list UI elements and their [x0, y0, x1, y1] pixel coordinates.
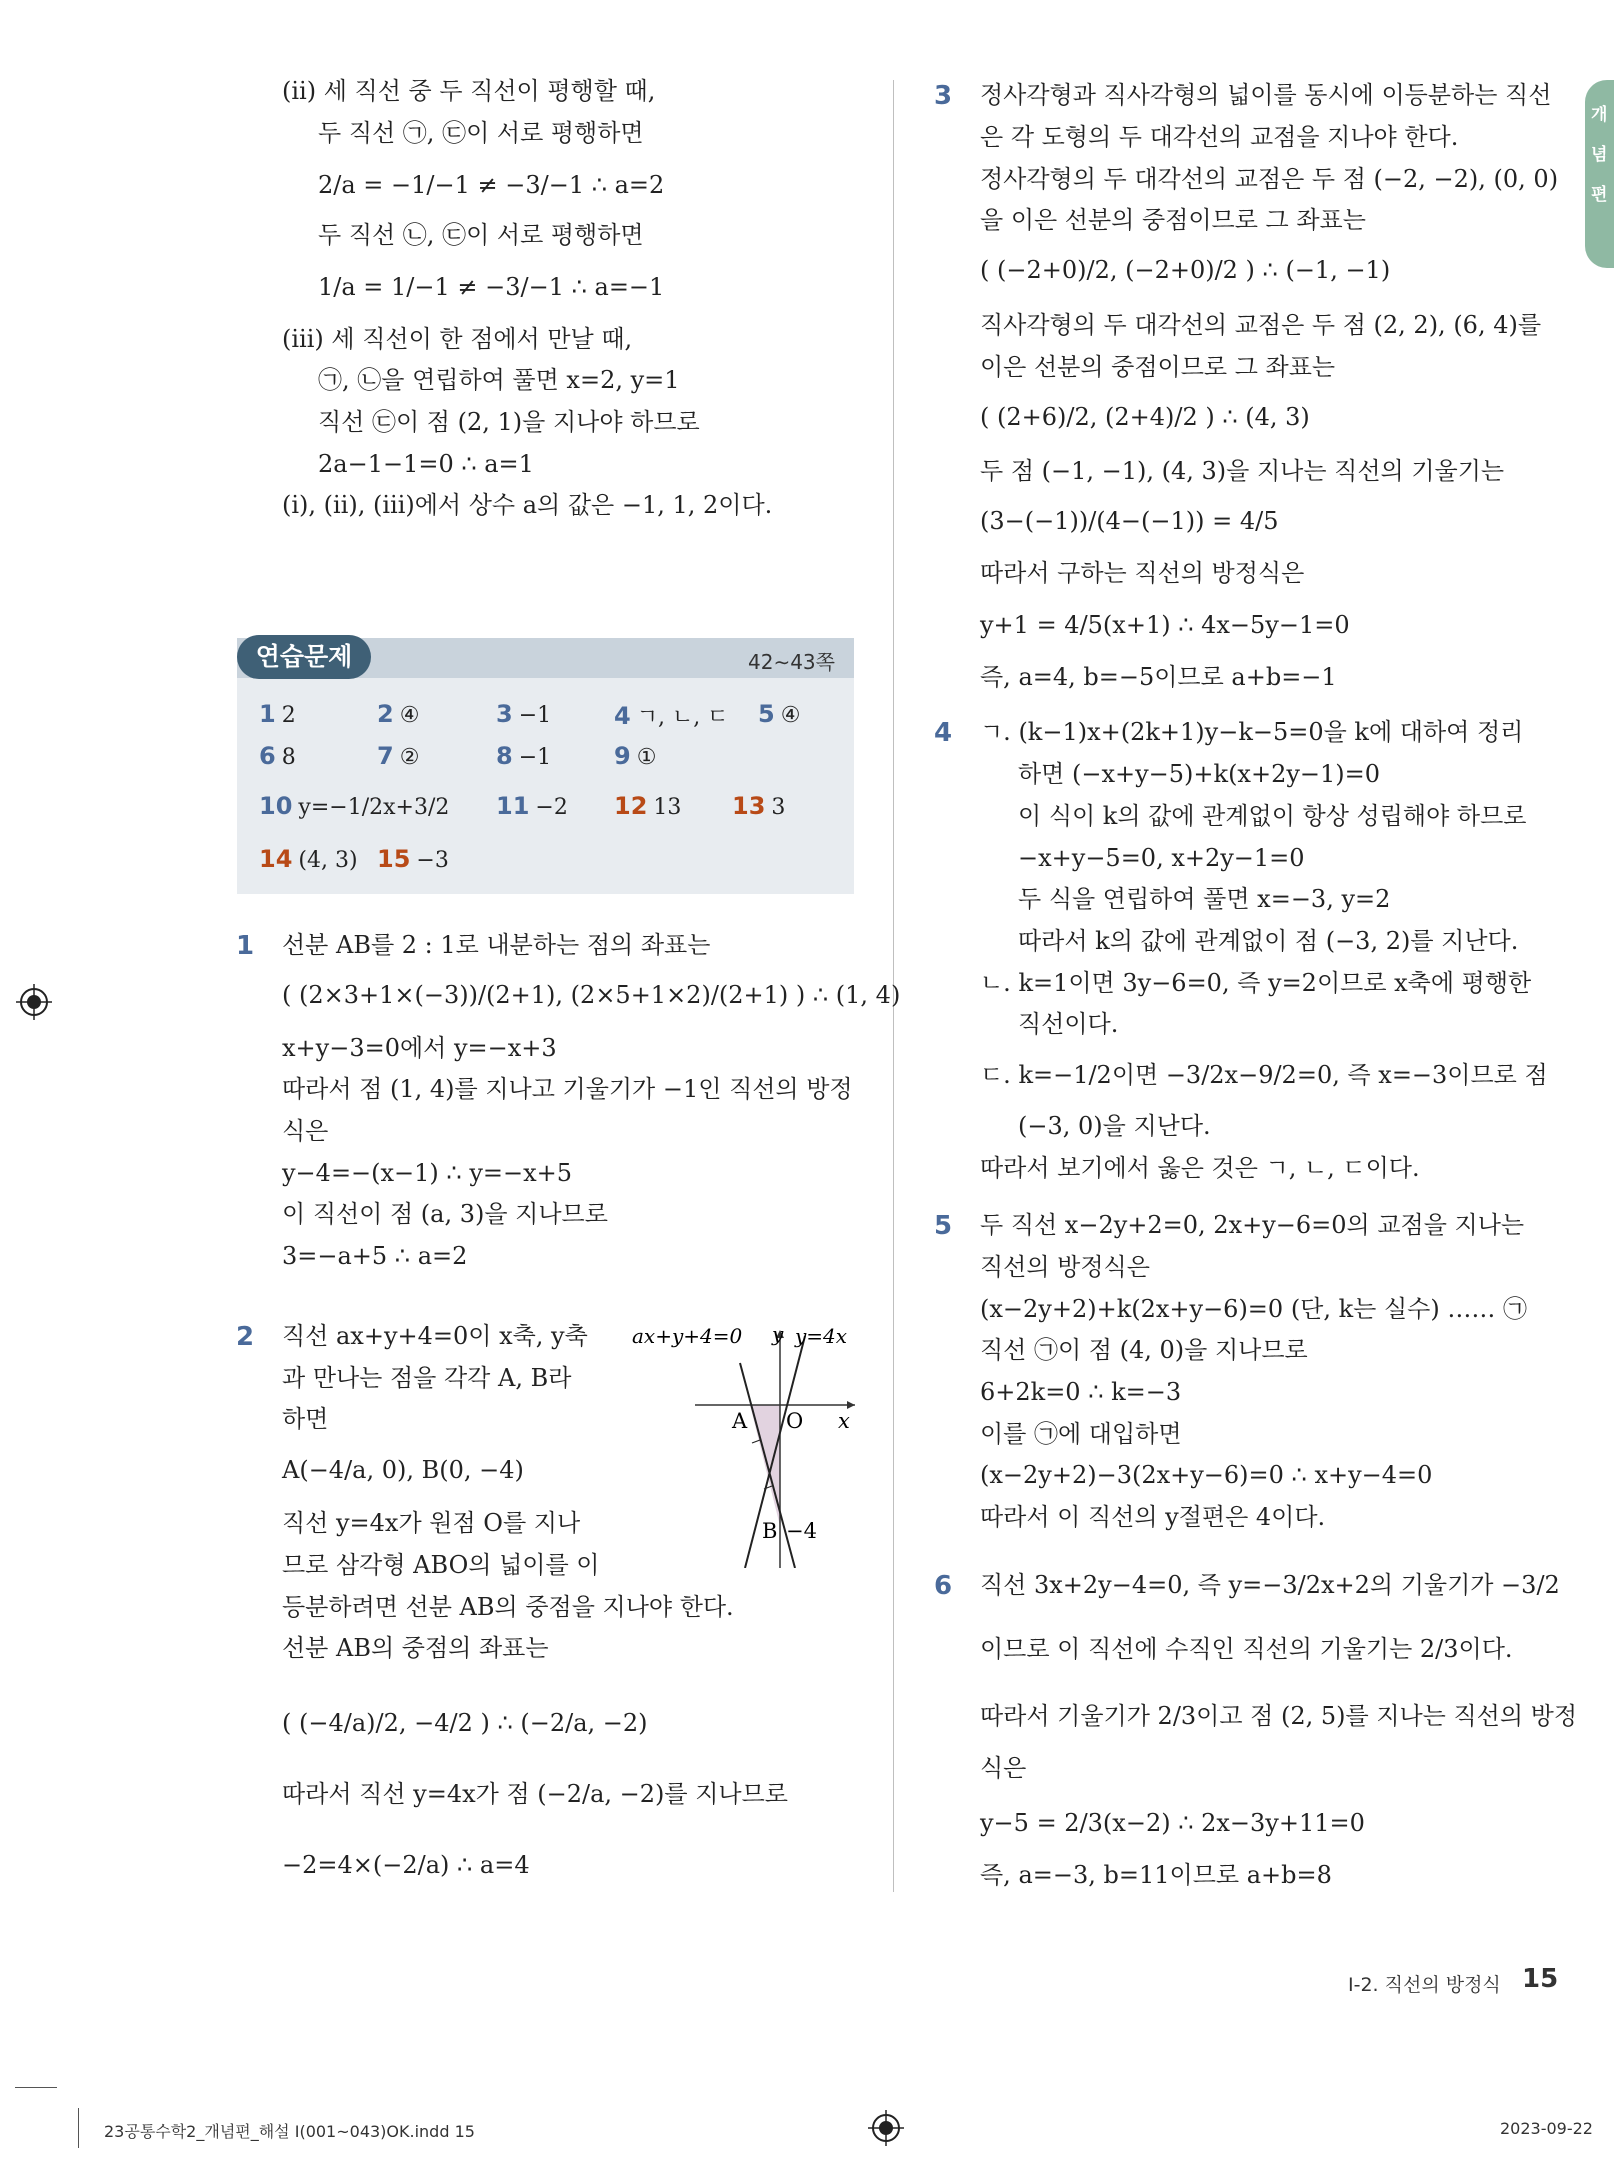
answer-value: 3 [771, 795, 786, 820]
text-line: 하면 [282, 1405, 329, 1433]
text-line: 두 직선 ㉠, ㉢이 서로 평행하면 [318, 119, 644, 147]
text-line: 따라서 점 (1, 4)를 지나고 기울기가 −1인 직선의 방정 [282, 1075, 853, 1103]
text-line: 따라서 기울기가 2/3이고 점 (2, 5)를 지나는 직선의 방정 [980, 1702, 1578, 1730]
text-line: ㉠, ㉡을 연립하여 풀면 x=2, y=1 [318, 366, 680, 394]
text-line: 므로 삼각형 ABO의 넓이를 이 [282, 1551, 600, 1579]
print-date: 2023-09-22 [1500, 2119, 1593, 2138]
answer-number: 13 [732, 792, 766, 820]
text-line: 따라서 구하는 직선의 방정식은 [980, 559, 1305, 587]
text-line: 선분 AB를 2 : 1로 내분하는 점의 좌표는 [282, 931, 711, 959]
answer-value: (4, 3) [298, 848, 358, 873]
math-line: ( (2+6)/2, (2+4)/2 ) ∴ (4, 3) [980, 403, 1310, 431]
figure-label: −4 [786, 1519, 817, 1543]
answer-item [259, 792, 449, 820]
coordinate-figure [625, 1318, 860, 1568]
answer-value: ㄱ, ㄴ, ㄷ [636, 705, 729, 730]
text-line: 정사각형의 두 대각선의 교점은 두 점 (−2, −2), (0, 0) [980, 165, 1559, 193]
math-line: y−5 = 2/3(x−2) ∴ 2x−3y+11=0 [980, 1809, 1365, 1837]
problem-number: 4 [934, 718, 953, 748]
answer-number: 6 [259, 742, 276, 770]
answer-item [614, 742, 656, 770]
answer-item [614, 792, 681, 820]
answer-item [614, 700, 728, 731]
answer-number: 1 [259, 700, 276, 728]
text-line: 직선 ㉢이 점 (2, 1)을 지나야 하므로 [318, 408, 700, 436]
math-line: 즉, a=−3, b=11이므로 a+b=8 [980, 1861, 1332, 1889]
text-line: 직선이다. [1018, 1010, 1119, 1038]
answer-number: 5 [758, 700, 775, 728]
math-line: ( (2×3+1×(−3))/(2+1), (2×5+1×2)/(2+1) ) ∴ (1, 4) [282, 981, 901, 1009]
problem-number: 6 [934, 1571, 953, 1601]
figure-label: x [838, 1409, 850, 1433]
problem-number: 3 [934, 81, 953, 111]
answer-value: −3 [416, 848, 449, 873]
text-line: (ⅰ), (ⅱ), (ⅲ)에서 상수 a의 값은 −1, 1, 2이다. [282, 491, 773, 519]
answer-number: 9 [614, 742, 631, 770]
text-line: ㄱ. (k−1)x+(2k+1)y−k−5=0을 k에 대하여 정리 [980, 718, 1524, 746]
answer-number: 12 [614, 792, 648, 820]
crop-mark [15, 2087, 57, 2088]
file-info: 23공통수학2_개념편_해설 Ⅰ(001~043)OK.indd 15 [104, 2122, 475, 2141]
problem-number: 5 [934, 1211, 953, 1241]
figure-label: ax+y+4=0 [632, 1324, 743, 1348]
figure-label: B [762, 1519, 778, 1543]
problem-number: 2 [236, 1322, 255, 1352]
text-line: 두 직선 x−2y+2=0, 2x+y−6=0의 교점을 지나는 [980, 1211, 1525, 1239]
math-line: ( (−2+0)/2, (−2+0)/2 ) ∴ (−1, −1) [980, 256, 1391, 284]
text-line: (−3, 0)을 지난다. [1018, 1112, 1211, 1140]
answer-item [377, 700, 419, 728]
figure-label: y [772, 1322, 784, 1346]
answer-item [377, 742, 419, 770]
text-line: 은 각 도형의 두 대각선의 교점을 지나야 한다. [980, 123, 1459, 151]
math-line: (x−2y+2)−3(2x+y−6)=0 ∴ x+y−4=0 [980, 1461, 1433, 1489]
text-line: 식은 [980, 1754, 1027, 1782]
math-line: −2=4×(−2/a) ∴ a=4 [282, 1851, 530, 1879]
answer-number: 3 [496, 700, 513, 728]
text-line: 따라서 k의 값에 관계없이 점 (−3, 2)를 지난다. [1018, 927, 1519, 955]
answer-value: ② [399, 745, 420, 770]
text-line: 과 만나는 점을 각각 A, B라 [282, 1364, 572, 1392]
math-line: 6+2k=0 ∴ k=−3 [980, 1378, 1182, 1406]
answer-value: 2 [281, 703, 296, 728]
answer-item [758, 700, 800, 728]
text-line: 이 식이 k의 값에 관계없이 항상 성립해야 하므로 [1018, 802, 1527, 830]
answer-item [496, 792, 568, 820]
text-line: 선분 AB의 중점의 좌표는 [282, 1634, 549, 1662]
text-line: 이은 선분의 중점이므로 그 좌표는 [980, 353, 1336, 381]
answer-box-title: 연습문제 [237, 635, 371, 679]
chapter-label: Ⅰ-2. 직선의 방정식 [1348, 1974, 1501, 1996]
math-line: A(−4/a, 0), B(0, −4) [282, 1456, 524, 1484]
answer-value: −1 [518, 703, 552, 728]
answer-item [496, 742, 551, 770]
text-line: 직선의 방정식은 [980, 1253, 1150, 1281]
answer-value: y=−1/2x+3/2 [298, 795, 450, 820]
text-line: 직선 y=4x가 원점 O를 지나 [282, 1509, 581, 1537]
figure-label: y=4x [795, 1324, 848, 1348]
text-line: 따라서 직선 y=4x가 점 (−2/a, −2)를 지나므로 [282, 1780, 788, 1808]
answer-number: 11 [496, 792, 530, 820]
text-line: 두 식을 연립하여 풀면 x=−3, y=2 [1018, 885, 1391, 913]
answer-number: 2 [377, 700, 394, 728]
crop-mark [78, 2108, 79, 2148]
text-line: 직선 ㉠이 점 (4, 0)을 지나므로 [980, 1336, 1308, 1364]
math-line: 3=−a+5 ∴ a=2 [282, 1242, 468, 1270]
side-chapter-tab [1585, 80, 1614, 268]
registration-target-icon [868, 2110, 904, 2146]
text-line: 하면 (−x+y−5)+k(x+2y−1)=0 [1018, 760, 1381, 788]
page-number: 15 [1522, 1964, 1559, 1994]
math-line: y+1 = 4/5(x+1) ∴ 4x−5y−1=0 [980, 611, 1350, 639]
answer-value: ① [636, 745, 657, 770]
text-line: 이므로 이 직선에 수직인 직선의 기울기는 2/3이다. [980, 1635, 1513, 1663]
answer-item [496, 700, 551, 728]
problem-number: 1 [236, 931, 255, 961]
math-line: x+y−3=0에서 y=−x+3 [282, 1034, 557, 1062]
math-line: (3−(−1))/(4−(−1)) = 4/5 [980, 507, 1279, 535]
text-line: 두 점 (−1, −1), (4, 3)을 지나는 직선의 기울기는 [980, 457, 1505, 485]
math-line: ( (−4/a)/2, −4/2 ) ∴ (−2/a, −2) [282, 1709, 648, 1737]
answer-item [377, 845, 449, 873]
figure-label: O [786, 1409, 804, 1433]
answer-number: 7 [377, 742, 394, 770]
answer-number: 8 [496, 742, 513, 770]
answer-value: −1 [518, 745, 552, 770]
text-line: 식은 [282, 1117, 329, 1145]
side-tab-text: 개 [1591, 105, 1608, 125]
x-axis-arrow [847, 1401, 855, 1409]
answer-value: 13 [653, 795, 682, 820]
text-line: (ⅱ) 세 직선 중 두 직선이 평행할 때, [282, 77, 656, 105]
answer-value: −2 [535, 795, 568, 820]
figure-label: A [732, 1409, 748, 1433]
tick-mark [752, 1440, 760, 1443]
text-line: (ⅲ) 세 직선이 한 점에서 만날 때, [282, 325, 633, 353]
side-tab-text: 편 [1591, 185, 1608, 205]
text-line: 두 직선 ㉡, ㉢이 서로 평행하면 [318, 221, 644, 249]
text-line: 을 이은 선분의 중점이므로 그 좌표는 [980, 206, 1366, 234]
answer-number: 15 [377, 845, 411, 873]
math-line: 1/a = 1/−1 ≠ −3/−1 ∴ a=−1 [318, 273, 665, 301]
answer-number: 14 [259, 845, 293, 873]
triangle-fill [750, 1405, 780, 1526]
text-line: 즉, a=4, b=−5이므로 a+b=−1 [980, 663, 1337, 691]
text-line: 따라서 이 직선의 y절편은 4이다. [980, 1503, 1326, 1531]
answer-box-pages: 42∼43쪽 [748, 650, 835, 674]
answer-value: ④ [780, 703, 801, 728]
text-line: 이 직선이 점 (a, 3)을 지나므로 [282, 1200, 608, 1228]
text-line: 따라서 보기에서 옳은 것은 ㄱ, ㄴ, ㄷ이다. [980, 1154, 1420, 1182]
answer-item [259, 700, 296, 728]
answer-number: 4 [614, 702, 631, 730]
math-line: 2a−1−1=0 ∴ a=1 [318, 450, 534, 478]
text-line: 직사각형의 두 대각선의 교점은 두 점 (2, 2), (6, 4)를 [980, 311, 1542, 339]
answer-number: 10 [259, 792, 293, 820]
text-line: ㄴ. k=1이면 3y−6=0, 즉 y=2이므로 x축에 평행한 [980, 969, 1532, 997]
side-tab-text: 념 [1591, 145, 1608, 165]
text-line: 직선 ax+y+4=0이 x축, y축 [282, 1322, 588, 1350]
answer-item [259, 742, 296, 770]
math-line: 직선 3x+2y−4=0, 즉 y=−3/2x+2의 기울기가 −3/2 [980, 1571, 1560, 1599]
text-line: ㄷ. k=−1/2이면 −3/2x−9/2=0, 즉 x=−3이므로 점 [980, 1061, 1548, 1089]
text-line: 정사각형과 직사각형의 넓이를 동시에 이등분하는 직선 [980, 81, 1552, 109]
math-line: 2/a = −1/−1 ≠ −3/−1 ∴ a=2 [318, 171, 665, 199]
answer-value: 8 [281, 745, 296, 770]
text-line: 등분하려면 선분 AB의 중점을 지나야 한다. [282, 1593, 734, 1621]
registration-target-icon [16, 984, 52, 1020]
math-line: −x+y−5=0, x+2y−1=0 [1018, 844, 1305, 872]
math-line: y−4=−(x−1) ∴ y=−x+5 [282, 1159, 573, 1187]
text-line: 이를 ㉠에 대입하면 [980, 1420, 1182, 1448]
answer-item [259, 845, 358, 873]
answer-value: ④ [399, 703, 420, 728]
math-line: (x−2y+2)+k(2x+y−6)=0 (단, k는 실수) …… ㉠ [980, 1295, 1527, 1323]
answer-item [732, 792, 785, 820]
